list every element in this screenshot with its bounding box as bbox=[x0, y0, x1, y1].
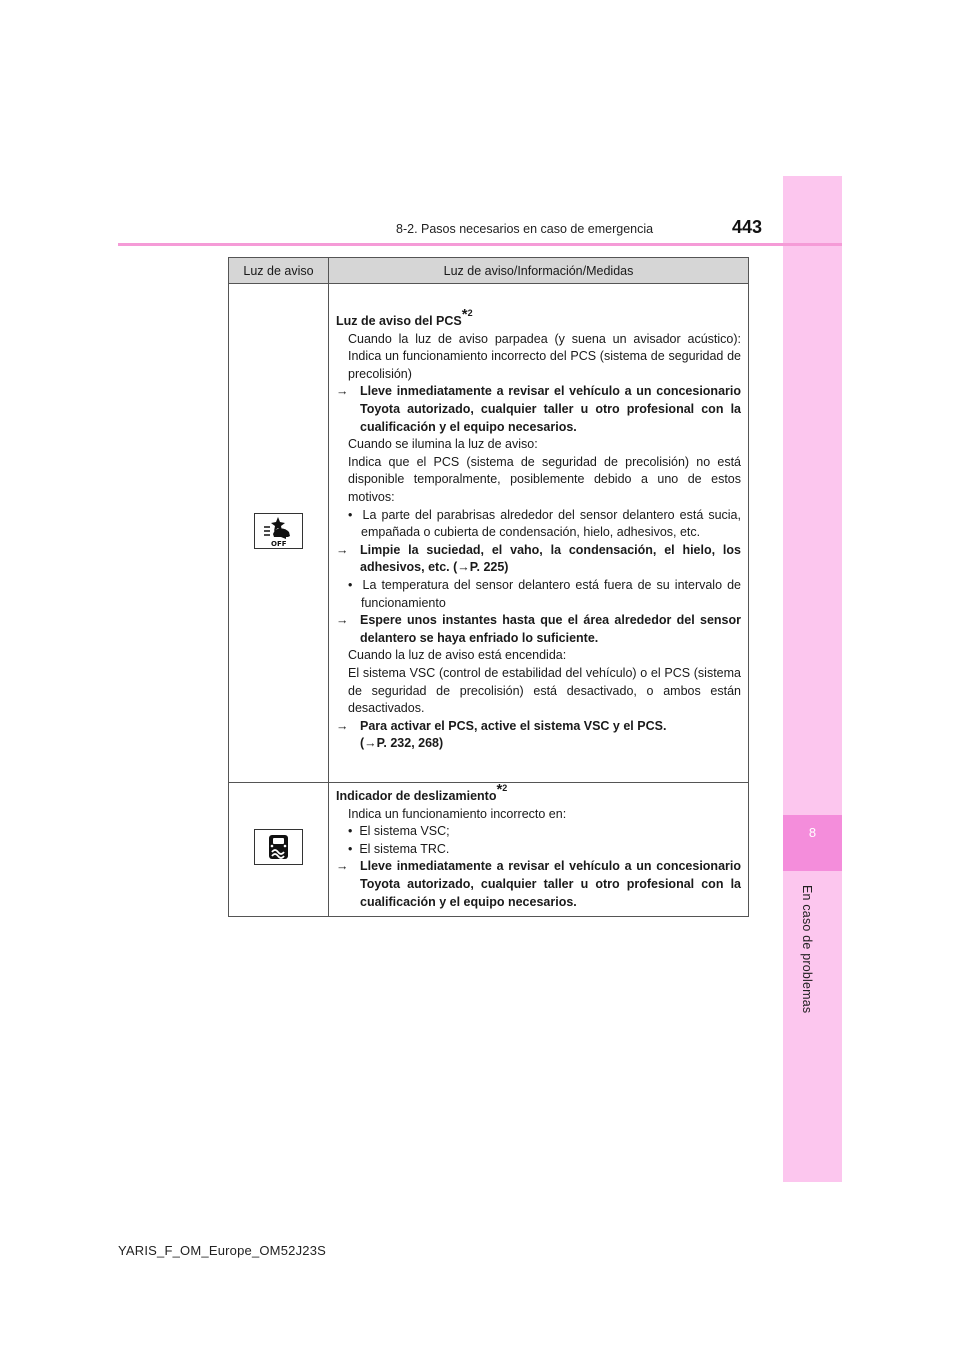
column-header-info: Luz de aviso/Información/Medidas bbox=[329, 258, 749, 284]
action-text: → Lleve inmediatamente a revisar el vehículo a un concesionario Toyota autorizado, cualquier taller u otro profesional con la cualificación y el equipo necesarios. bbox=[336, 859, 741, 909]
document-id: YARIS_F_OM_Europe_OM52J23S bbox=[118, 1243, 327, 1258]
chapter-number-box bbox=[783, 815, 842, 871]
svg-text:OFF: OFF bbox=[271, 539, 287, 548]
column-header-warning-light: Luz de aviso bbox=[229, 258, 329, 284]
icon-cell bbox=[229, 284, 329, 783]
condition-text: Cuando la luz de aviso está encendida: bbox=[348, 648, 567, 663]
page-reference[interactable]: P. 232, 268) bbox=[376, 736, 444, 751]
slip-indicator-icon bbox=[254, 829, 303, 865]
condition-text: Cuando se ilumina la luz de aviso: bbox=[348, 437, 538, 452]
description-text: El sistema VSC (control de estabilidad del vehículo) o el PCS (sistema de seguridad de precolisión) está desactivado, o ambos están desactivados. bbox=[348, 665, 741, 716]
header-divider bbox=[118, 243, 842, 246]
pcs-off-warning-icon bbox=[254, 513, 303, 549]
bullet-item: • La parte del parabrisas alrededor del sensor delantero está sucia, empañada o cubierta de condensación, hielo, adhesivos, etc. bbox=[348, 507, 741, 540]
warning-lights-table bbox=[228, 257, 749, 917]
description-text: Indica un funcionamiento incorrecto en: bbox=[348, 806, 567, 821]
info-cell bbox=[329, 284, 749, 783]
bullet-item: • El sistema VSC; bbox=[348, 824, 450, 839]
page-number: 443 bbox=[732, 217, 763, 237]
description-text: Indica que el PCS (sistema de seguridad de precolisión) no está disponible temporalmente, posiblemente debido a uno de estos motivos: bbox=[348, 454, 741, 505]
action-text: → Lleve inmediatamente a revisar el vehículo a un concesionario Toyota autorizado, cualquier taller u otro profesional con la cualificación y el equipo necesarios. bbox=[336, 384, 741, 434]
action-text: → Espere unos instantes hasta que el área alrededor del sensor delantero se haya enfriado lo suficiente. bbox=[336, 613, 741, 645]
table-row bbox=[229, 284, 749, 783]
icon-cell bbox=[229, 783, 329, 917]
bullet-item: • La temperatura del sensor delantero está fuera de su intervalo de funcionamiento bbox=[348, 577, 741, 610]
row-title: Indicador de deslizamiento$^{*^2}$ bbox=[336, 781, 508, 803]
section-title: 8-2. Pasos necesarios en caso de emergencia bbox=[396, 222, 654, 236]
chapter-label: En caso de problemas bbox=[800, 885, 814, 1014]
info-cell bbox=[329, 783, 749, 917]
bullet-item: • El sistema TRC. bbox=[348, 841, 450, 856]
row-title: Luz de aviso del PCS$^{*^2}$ bbox=[336, 306, 473, 329]
chapter-side-tab bbox=[783, 176, 842, 1182]
action-text: → Limpie la suciedad, el vaho, la condensación, el hielo, los adhesivos, etc. (→P. 225) bbox=[336, 542, 741, 575]
table-row bbox=[229, 783, 749, 917]
table-header-row bbox=[229, 258, 749, 284]
page-reference[interactable]: P. 225) bbox=[469, 560, 509, 575]
description-text: Cuando la luz de aviso parpadea (y suena un avisador acústico): Indica un funcionamiento incorrecto del PCS (sistema de seguridad de precolisión) bbox=[348, 331, 741, 381]
action-text: → Para activar el PCS, active el sistema VSC y el PCS. (→P. 232, 268) bbox=[336, 718, 667, 751]
chapter-number: 8 bbox=[808, 825, 817, 840]
